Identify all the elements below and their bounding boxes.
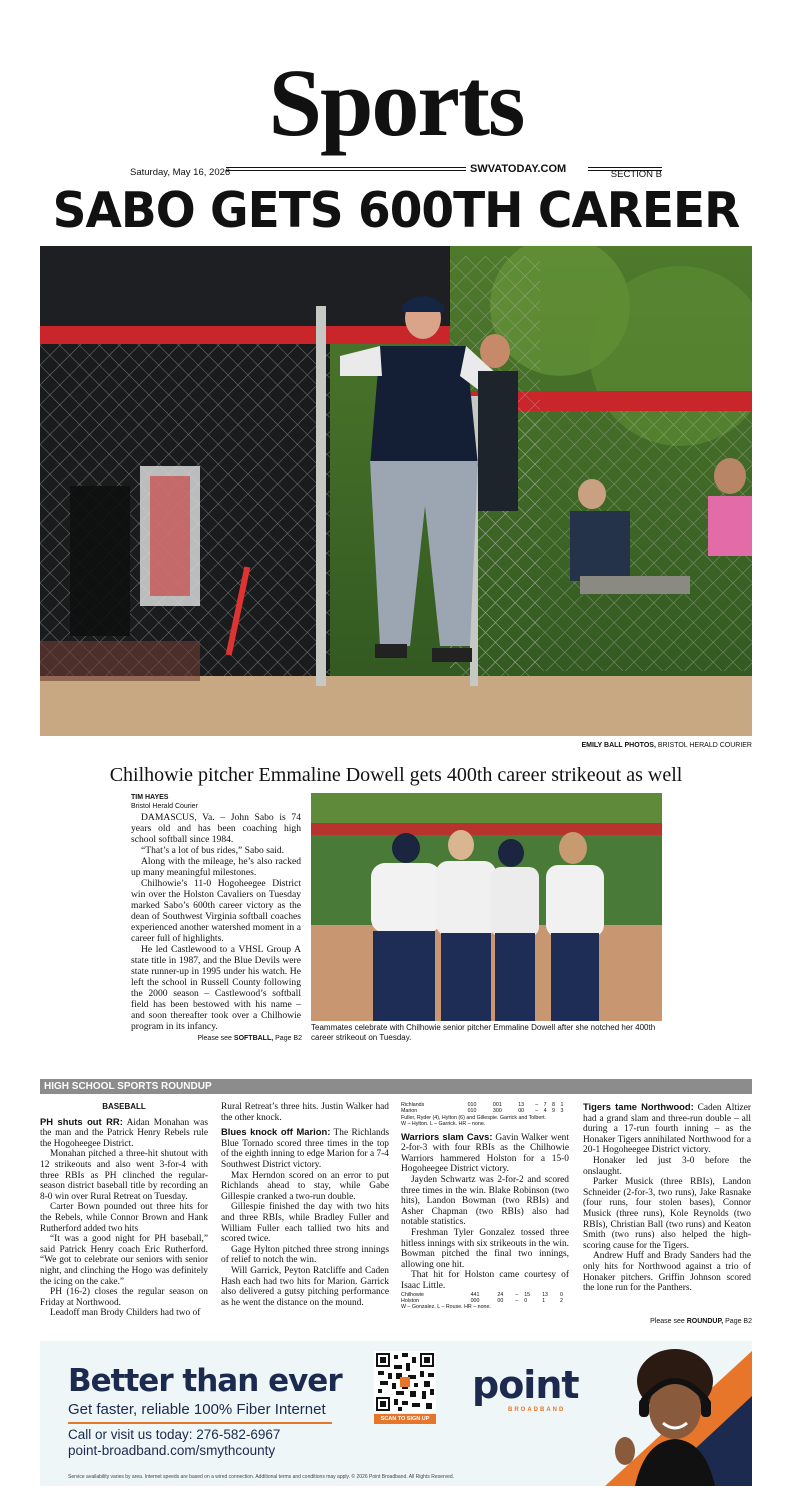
roundup-lead-text: Gavin Walker went 2-for-3 with four RBIs as the Chilhowie Warriors hammered Holston for a 15-0 Hogoheegee District victory. [401, 1132, 569, 1175]
box-inning: 00 [518, 1108, 525, 1115]
box-inning: 001 [492, 1102, 502, 1108]
story-jump[interactable] [197, 1035, 302, 1042]
jump-prefix: Please see [650, 1318, 685, 1325]
point-logo-sub: BROADBAND [508, 1407, 566, 1413]
roundup-column-2 [221, 1102, 389, 1308]
ad-contact [68, 1427, 280, 1459]
roundup-lead-title: PH shuts out RR: [40, 1115, 123, 1127]
roundup-paragraph: Honaker led just 3-0 before the onslaught. [583, 1155, 751, 1177]
box-team: Chilhowie [401, 1291, 424, 1298]
credit-org: BRISTOL HERALD COURIER [657, 742, 752, 749]
story-body [131, 812, 301, 1032]
story-paragraph: Chilhowie’s 11-0 Hogoheegee District win over the Holston Cavaliers on Tuesday marked Sabo’s 600th career victory as the dean of Southwest Virginia softball coaches experienced another watershed moment in a career full of highlights. [131, 878, 301, 944]
roundup-paragraph: Gillespie finished the day with two hits and three RBIs, while Bradley Fuller and William Fuller each tallied two hits and scored twice. [221, 1202, 389, 1245]
roundup-column-3 [401, 1102, 569, 1315]
ad-disclaimer: Service availability varies by area. Internet speeds are based on a wired connection. Additional terms and conditions may apply. © 2026 Point Broadband. All Rights Reserved. [68, 1474, 455, 1480]
ad-divider [68, 1422, 332, 1424]
roundup-paragraph: Andrew Huff and Brady Sanders had the only hits for Northwood against a trio of Honaker pitchers. Griffin Johnson scored the lone run for the Panthers. [583, 1251, 751, 1294]
roundup-paragraph: Freshman Tyler Gonzalez tossed three hitless innings with six strikeouts in the win. Bowman pitched the final two innings, allowing one hit. [401, 1227, 569, 1270]
celebration-photo-illustration [311, 793, 662, 1021]
roundup-paragraph: Will Garrick, Peyton Ratcliffe and Caden Hash each had two hits for Marion. Garrick also delivered a gutsy pitching performance as he went the distance on the mound. [221, 1265, 389, 1308]
roundup-paragraph: Gage Hylton pitched three strong innings of relief to notch the win. [221, 1244, 389, 1266]
broadband-advertisement[interactable] [40, 1341, 752, 1486]
box-team: Marion [401, 1108, 418, 1115]
jump-page: Page B2 [725, 1318, 752, 1325]
issue-date: Saturday, May 16, 2026 [130, 167, 231, 178]
byline-name: TIM HAYES [131, 794, 169, 801]
byline [131, 793, 198, 811]
box-errors: 3 [560, 1108, 564, 1115]
box-inning: 00 [497, 1297, 504, 1304]
roundup-paragraph: That hit for Holston came courtesy of Isaac Little. [401, 1270, 569, 1291]
roundup-lead [40, 1117, 208, 1150]
box-inning: 24 [497, 1291, 504, 1298]
byline-outlet: Bristol Herald Courier [131, 803, 198, 810]
box-errors: 1 [560, 1102, 564, 1108]
roundup-lead-title: Warriors slam Cavs: [401, 1130, 493, 1142]
roundup-section-bar: HIGH SCHOOL SPORTS ROUNDUP [40, 1079, 752, 1094]
hero-photo-credit [581, 742, 752, 749]
roundup-lead-text: The Richlands Blue Tornado scored three times in the top of the eighth inning to edge Marion for a 7-4 Southwest District victory. [221, 1128, 390, 1170]
section-masthead: Sports [268, 49, 524, 156]
roundup-jump[interactable] [650, 1318, 752, 1325]
roundup-paragraph: “It was a good night for PH baseball,” said Patrick Henry coach Eric Rutherford. “We got to celebrate our seniors with senior night, and clinching the Hogo was definitely the icing on the cake.” [40, 1234, 208, 1287]
box-runs: 4 [543, 1108, 547, 1115]
roundup-paragraph: Jayden Schwartz was 2-for-2 and scored three times in the win. Blake Robinson (two hits), Landon Bowman (two RBIs) and Asher Chapman (two RBIs) also had notable statistics. [401, 1175, 569, 1228]
hero-photo [40, 246, 752, 736]
box-team: Richlands [401, 1102, 425, 1108]
roundup-lead [583, 1102, 751, 1156]
roundup-paragraph: Max Herndon scored on an error to put Richlands ahead to stay, while Gabe Gillespie cranked a two-run double. [221, 1170, 389, 1202]
box-runs: 0 [524, 1297, 528, 1304]
qr-code-graphic [374, 1351, 436, 1413]
box-team: Holston [401, 1297, 419, 1304]
jump-target: ROUNDUP, [686, 1318, 724, 1325]
roundup-paragraph: Monahan pitched a three-hit shutout with 12 strikeouts and also went 3-for-4 with three RBIs as PH clinched the regular-season district baseball title by recording an 8-0 win over Rural Retreat on Tuesday. [40, 1149, 208, 1202]
jump-page: Page B2 [275, 1035, 302, 1042]
box-note: W – Gonzalez. L – Rouse. HR – none. [401, 1304, 491, 1311]
box-hits: 13 [542, 1291, 549, 1298]
box-hits: 1 [542, 1297, 546, 1304]
box-dash: – [535, 1108, 539, 1115]
hero-photo-illustration [40, 246, 752, 736]
point-logo: point [472, 1363, 579, 1407]
roundup-lead [221, 1127, 389, 1170]
roundup-lead-text: Caden Altizer had a grand slam and three-run double – all during a 17-run fourth inning – as the Honaker Tigers annihilated Northwood for a 20-1 Hogoheegee District victory. [583, 1103, 751, 1156]
story-paragraph: “That’s a lot of bus rides,” Sabo said. [141, 845, 285, 856]
box-errors: 0 [560, 1291, 563, 1298]
section-label: SECTION B [610, 169, 662, 180]
box-inning: 010 [467, 1108, 477, 1115]
box-inning: 000 [470, 1297, 480, 1304]
site-link[interactable]: SWVATODAY.COM [470, 163, 567, 175]
box-note: Fuller, Ryder (4), Hylton (6) and Gillespie. Garrick and Tolbert. [401, 1114, 547, 1121]
roundup-paragraph: PH (16-2) closes the regular season on Friday at Northwood. [40, 1287, 208, 1308]
roundup-lead-text: Aidan Monahan was the man and the Patrick Henry Rebels rule the Hogoheegee District. [40, 1117, 208, 1149]
qr-code-icon[interactable] [374, 1351, 436, 1413]
box-dash: – [515, 1291, 519, 1298]
ad-phone[interactable]: Call or visit us today: 276-582-6967 [68, 1427, 281, 1442]
box-inning: 13 [518, 1102, 525, 1108]
box-dash: – [535, 1102, 539, 1108]
jump-target: SOFTBALL, [233, 1035, 274, 1042]
box-runs: 15 [524, 1291, 531, 1298]
dateline-rule-left [226, 167, 466, 171]
celebration-photo [311, 793, 662, 1021]
roundup-paragraph: Parker Musick (three RBIs), Landon Schneider (2-for-3, two runs), Jake Rasnake (four runs, four stolen bases), Connor Musick (three runs), Kole Reynolds (two RBIs), Christian Ball (two runs) and Keaton Smith (two runs) also helped the high-scoring cause for the Tigers. [583, 1177, 751, 1251]
jump-prefix: Please see [197, 1035, 232, 1042]
roundup-paragraph: Leadoff man Brody Childers had two of [50, 1308, 201, 1319]
box-hits: 8 [552, 1102, 555, 1108]
story-deck: Chilhowie pitcher Emmaline Dowell gets 400th career strikeout as well [109, 764, 683, 786]
box-note: W – Hylton. L – Garrick. HR – none. [401, 1121, 486, 1128]
celebration-photo-caption: Teammates celebrate with Chilhowie senior pitcher Emmaline Dowell after she notched her 400th career strikeout on Tuesday. [311, 1023, 656, 1042]
roundup-paragraph: Carter Bown pounded out three hits for the Rebels, while Connor Brown and Hank Rutherford added two hits [40, 1202, 208, 1234]
box-inning: 010 [467, 1102, 477, 1108]
smiling-person-headphones-image [565, 1341, 752, 1486]
box-hits: 9 [552, 1108, 555, 1115]
roundup-paragraph: Rural Retreat’s three hits. Justin Walker had the other knock. [221, 1102, 389, 1123]
roundup-column-4 [583, 1102, 751, 1294]
credit-names: EMILY BALL PHOTOS, [581, 742, 656, 749]
roundup-lead-title: Tigers tame Northwood: [583, 1101, 694, 1112]
box-runs: 7 [543, 1102, 547, 1108]
box-inning: 441 [470, 1291, 480, 1298]
roundup-lead-title: Blues knock off Marion: [221, 1126, 331, 1138]
box-score-chilhowie-holston [401, 1292, 569, 1311]
box-errors: 2 [560, 1297, 563, 1304]
ad-url[interactable]: point-broadband.com/smythcounty [68, 1443, 276, 1458]
box-dash: – [515, 1297, 519, 1304]
roundup-subhead: BASEBALL [102, 1102, 146, 1111]
ad-headline: Better than ever [68, 1363, 342, 1399]
box-score-richlands-marion [401, 1102, 569, 1128]
story-paragraph: Along with the mileage, he’s also racked up many meaningful milestones. [131, 856, 301, 878]
qr-label: SCAN TO SIGN UP [374, 1414, 436, 1424]
roundup-column-1 [40, 1102, 208, 1319]
story-paragraph: DAMASCUS, Va. – John Sabo is 74 years old and has been coaching high school softball since 1984. [131, 812, 301, 845]
roundup-lead [401, 1132, 569, 1175]
ad-subhead: Get faster, reliable 100% Fiber Internet [68, 1401, 326, 1418]
main-headline: SABO GETS 600TH CAREER [52, 182, 740, 240]
box-inning: 300 [492, 1108, 502, 1115]
story-paragraph: He led Castlewood to a VHSL Group A state title in 1987, and the Blue Devils were state runner-up in 1995 under his watch. He left the school in Russell County following the 2000 season – Castlewood’s softball field has been bestowed with his name – and soon thereafter took over a Chilhowie program in its infancy. [131, 944, 301, 1032]
